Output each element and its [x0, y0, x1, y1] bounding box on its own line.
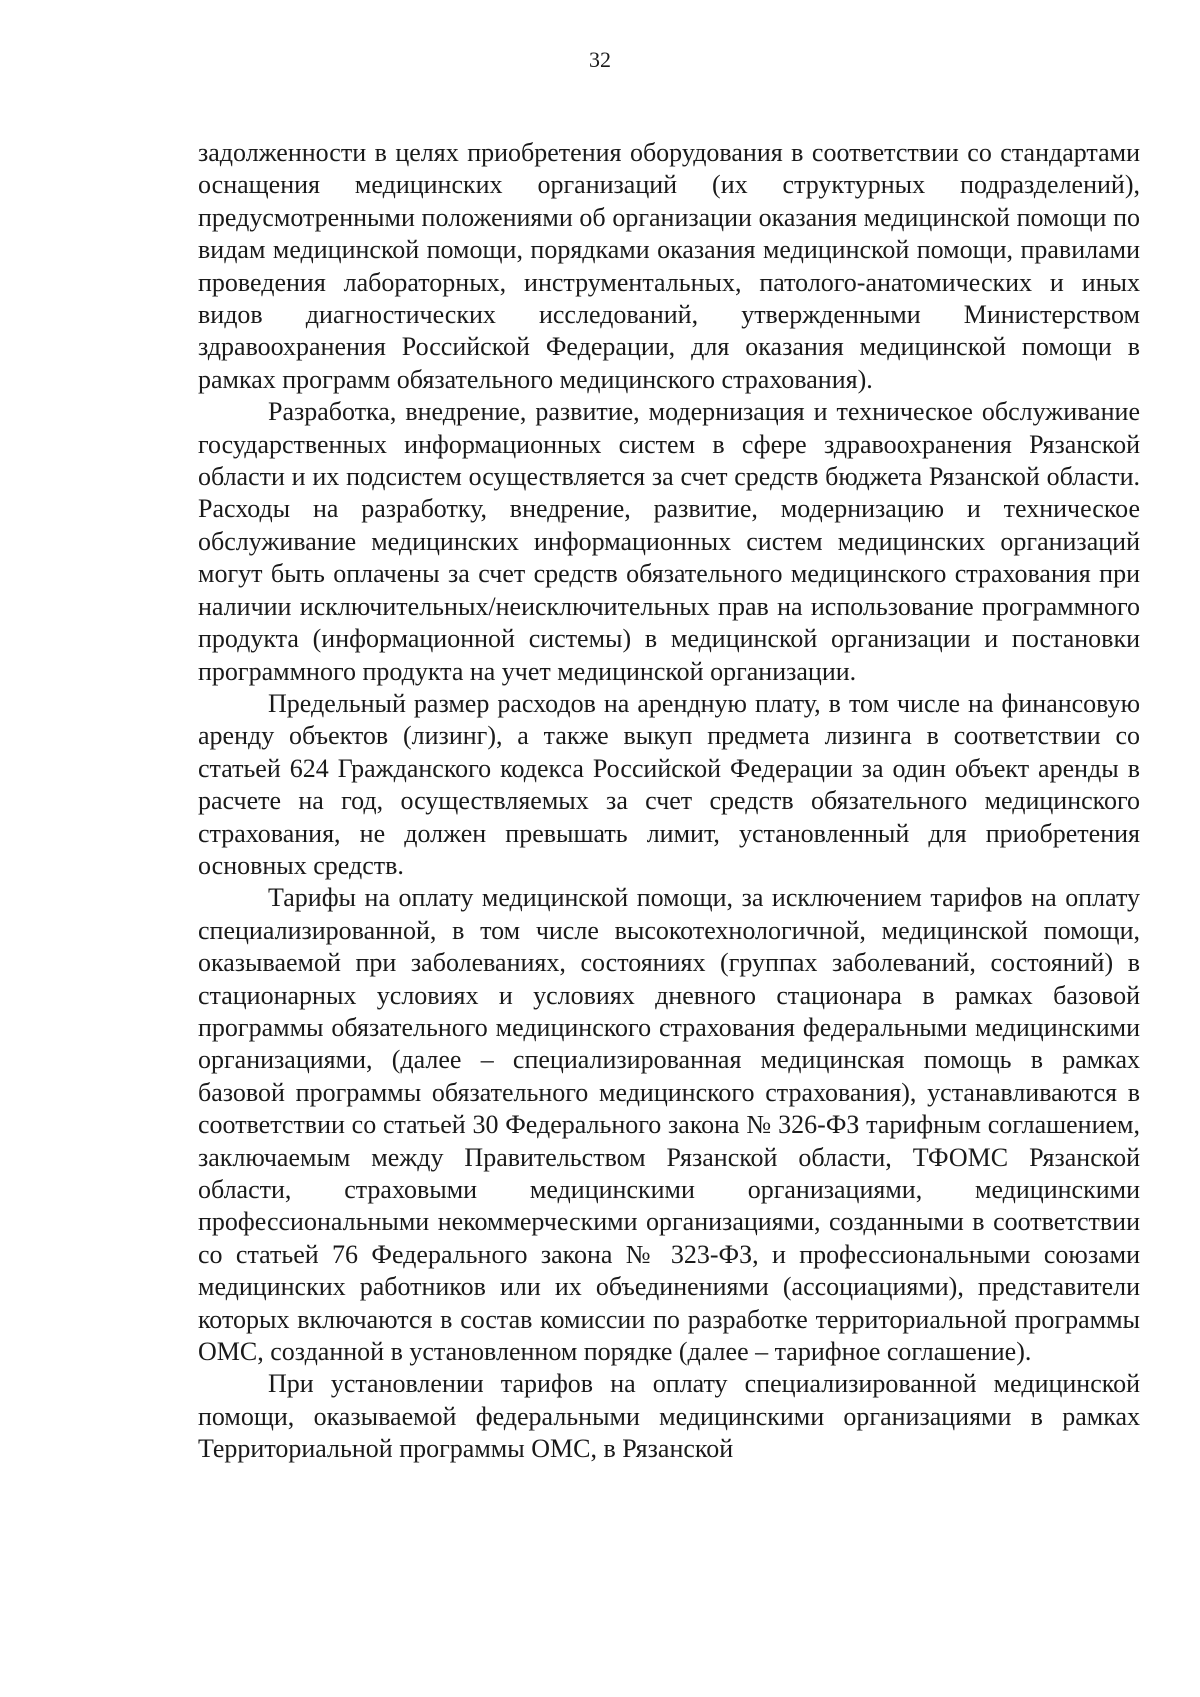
paragraph-specialized-care-tariffs: При установлении тарифов на оплату специализированной медицинской помощи, оказываемой федеральными медицинскими организациями в рамках Территориальной программы ОМС, в Рязанской: [198, 1369, 1140, 1464]
paragraph-tariffs: Тарифы на оплату медицинской помощи, за исключением тарифов на оплату специализированной, в том числе высокотехнологичной, медицинской помощи, оказываемой при заболеваниях, состояниях (группах заболеваний, состояний) в стационарных условиях и условиях дневного стационара в рамках базовой программы обязательного медицинского страхования федеральными медицинскими организациями, (далее – специализированная медицинская помощь в рамках базовой программы обязательного медицинского страхования), устанавливаются в соответствии со статьей 30 Федерального закона № 326-ФЗ тарифным соглашением, заключаемым между Правительством Рязанской области, ТФОМС Рязанской области, страховыми медицинскими организациями, медицинскими профессиональными некоммерческими организациями, созданными в соответствии со статьей 76 Федерального закона № 323-ФЗ, и профессиональными союзами медицинских работников или их объединениями (ассоциациями), представители которых включаются в состав комиссии по разработке территориальной программы ОМС, созданной в установленном порядке (далее – тарифное соглашение).: [198, 883, 1140, 1367]
document-body: [198, 137, 1140, 1466]
paragraph-equipment-debt: задолженности в целях приобретения оборудования в соответствии со стандартами оснащения медицинских организаций (их структурных подразделений), предусмотренными положениями об организации оказания медицинской помощи по видам медицинской помощи, порядками оказания медицинской помощи, правилами проведения лабораторных, инструментальных, патолого-анатомических и иных видов диагностических исследований, утвержденными Министерством здравоохранения Российской Федерации, для оказания медицинской помощи в рамках программ обязательного медицинского страхования).: [198, 138, 1140, 394]
paragraph-lease-limit: Предельный размер расходов на арендную плату, в том числе на финансовую аренду объектов (лизинг), а также выкуп предмета лизинга в соответствии со статьей 624 Гражданского кодекса Российской Федерации за один объект аренды в расчете на год, осуществляемых за счет средств обязательного медицинского страхования, не должен превышать лимит, установленный для приобретения основных средств.: [198, 688, 1140, 880]
paragraph-information-systems: Разработка, внедрение, развитие, модернизация и техническое обслуживание государственных информационных систем в сфере здравоохранения Рязанской области и их подсистем осуществляется за счет средств бюджета Рязанской области. Расходы на разработку, внедрение, развитие, модернизацию и техническое обслуживание медицинских информационных систем медицинских организаций могут быть оплачены за счет средств обязательного медицинского страхования при наличии исключительных/неисключительных прав на использование программного продукта (информационной системы) в медицинской организации и постановки программного продукта на учет медицинской организации.: [198, 397, 1140, 686]
page-number: 32: [589, 47, 611, 72]
